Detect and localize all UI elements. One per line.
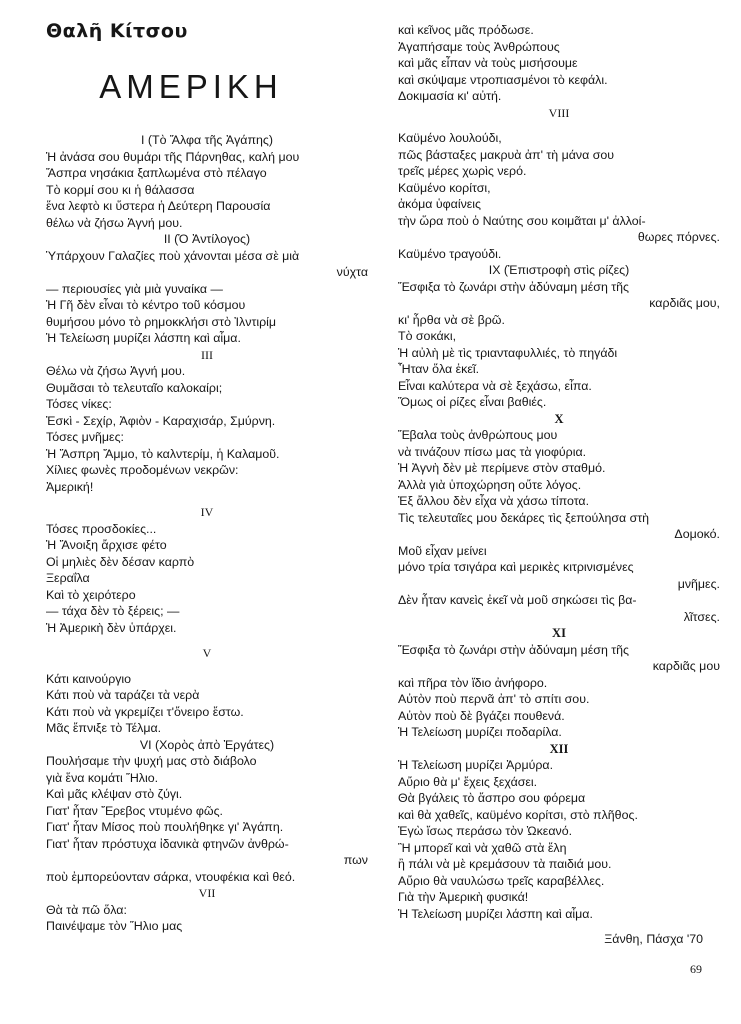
verse-line: Μᾶς ἔπνιξε τὸ Τέλμα. [46, 721, 162, 735]
verse-line-continuation: λῖτσες. [683, 609, 720, 624]
verse-line: Γιατ' ἦταν Μίσος ποὺ πουλήθηκε γι' Ἀγάπη. [46, 820, 284, 834]
stanza-gap [46, 662, 368, 671]
verse-line: Δὲν ἦταν κανεὶς ἐκεῖ νὰ μοῦ σηκώσει τὶς βα- [398, 593, 637, 607]
verse-line: Ἡ αὐλὴ μὲ τὶς τριανταφυλλιές, τὸ πηγάδι [398, 345, 618, 360]
verse-line: ἕνα λεφτὸ κι ὕστερα ἡ Δεύτερη Παρουσία [46, 199, 271, 213]
verse-line: Ὑπάρχουν Γαλαζίες ποὺ χάνονται μέσα σὲ μιὰ [46, 248, 300, 263]
verse-line: Αὐτὸν ποὺ δὲ βγάζει πουθενά. [398, 708, 565, 723]
poem-title: ΑΜΕΡΙΚΗ [99, 68, 283, 105]
verse-line: Ἀγαπήσαμε τοὺς Ἀνθρώπους [398, 39, 560, 54]
verse-line: Τὸ σοκάκι, [398, 329, 457, 343]
section-heading: ΙΧ (Ἐπιστροφὴ στὶς ρίζες) [488, 263, 630, 277]
verse-line: γιὰ ἕνα κομάτι Ἥλιο. [46, 770, 159, 785]
verse-line: καὶ θὰ χαθεῖς, καϋμένο κορίτσι, στὸ πλῆθος. [398, 807, 638, 822]
verse-line: Ἡ Τελείωση μυρίζει λάσπη καὶ αἷμα. [46, 331, 241, 345]
verse-line: Θέλω νὰ ζήσω Ἀγνή μου. [46, 364, 186, 378]
verse-line: — περιουσίες γιὰ μιὰ γυναίκα — [46, 281, 223, 296]
verse-line: Δοκιμασία κι' αὐτή. [398, 89, 502, 103]
verse-line-continuation: Δομοκό. [674, 527, 720, 541]
verse-line: τρεῖς μέρες χωρὶς νερό. [398, 164, 527, 178]
verse-line: Πουλήσαμε τὴν ψυχή μας στὸ διάβολο [46, 754, 257, 768]
verse-line: Ἐσκὶ - Σεχίρ, Ἀφιὸν - Καραχισάρ, Σμύρνη. [46, 413, 276, 428]
section-heading: VI (Χορὸς ἀπὸ Ἐργάτες) [139, 737, 275, 752]
verse-line: Τόσες νίκες: [46, 397, 112, 411]
verse-line: Καϋμένο κορίτσι, [398, 180, 491, 195]
verse-line: καὶ σκύψαμε ντροπιασμένοι τὸ κεφάλι. [398, 72, 608, 87]
verse-line: Καὶ τὸ χειρότερο [46, 587, 136, 602]
verse-line: τὴν ὥρα ποὺ ὁ Ναύτης σου κοιμᾶται μ' ἀλλοί- [398, 213, 646, 228]
verse-line: θέλω νὰ ζήσω Ἀγνή μου. [46, 215, 183, 230]
page-number: 69 [690, 962, 702, 976]
verse-line: Ἡ Τελείωση μυρίζει Ἀρμύρα. [398, 758, 554, 772]
verse-line: Κάτι καινούργιο [46, 671, 132, 686]
verse-line: Ἀμερική! [46, 479, 94, 494]
verse-line: Κάτι ποὺ νὰ ταράζει τὰ νερὰ [46, 688, 200, 702]
verse-line: Τὶς τελευταῖες μου δεκάρες τὶς ξεπούλησα στὴ [398, 510, 650, 525]
verse-line: Γιὰ τὴν Ἀμερικὴ φυσικά! [398, 890, 529, 904]
verse-line: Ἡ Τελείωση μυρίζει ποδαρίλα. [398, 725, 562, 739]
signature: Ξάνθη, Πάσχα '70 [604, 932, 703, 946]
verse-line: Αὔριο θὰ μ' ἔχεις ξεχάσει. [398, 774, 538, 789]
left-column [46, 132, 368, 935]
verse-line: Ὅμως οἱ ρίζες εἶναι βαθιές. [398, 395, 547, 409]
section-numeral: ΧΙ [552, 626, 566, 640]
verse-line: Καϋμένο λουλούδι, [398, 131, 502, 145]
section-numeral: ΧΙΙ [549, 741, 569, 756]
verse-line: Κάτι ποὺ νὰ γκρεμίζει τ'ὄνειρο ἔστω. [46, 704, 244, 719]
section-numeral: VIII [548, 105, 570, 120]
section-numeral: ΙΙΙ [201, 347, 213, 362]
verse-line: Θυμᾶσαι τὸ τελευταῖο καλοκαίρι; [46, 380, 223, 395]
verse-line: Ἦταν ὅλα ἐκεῖ. [398, 362, 480, 376]
verse-line: καὶ μᾶς εἶπαν νὰ τοὺς μισήσουμε [398, 56, 578, 70]
verse-line-continuation: πων [343, 853, 368, 867]
section-numeral: Χ [554, 411, 564, 426]
verse-line: Τὸ κορμί σου κι ἡ θάλασσα [46, 182, 195, 197]
verse-line: — τάχα δὲν τὸ ξέρεις; — [46, 604, 180, 618]
verse-line-continuation: νύχτα [336, 265, 368, 279]
author-name: Θαλῆ Κίτσου [46, 20, 188, 42]
verse-line: ποὺ ἐμπορεύονταν σάρκα, ντουφέκια καὶ θεό. [46, 869, 296, 884]
verse-line: Ἡ Ἀγνὴ δὲν μὲ περίμενε στὸν σταθμό. [398, 461, 606, 475]
right-column [398, 22, 720, 922]
verse-line: κι' ἦρθα νὰ σὲ βρῶ. [398, 312, 505, 327]
verse-line-continuation: θωρες πόρνες. [637, 230, 720, 244]
verse-line: Θὰ τὰ πῶ ὅλα: [46, 902, 127, 917]
verse-line: Ἀλλὰ γιὰ ὑποχώρηση οὔτε λόγος. [398, 477, 582, 492]
verse-line: Τόσες προσδοκίες... [46, 521, 157, 536]
verse-line: Χίλιες φωνὲς προδομένων νεκρῶν: [46, 463, 239, 477]
verse-line: Ἐγὼ ἴσως περάσω τὸν Ὠκεανό. [398, 824, 573, 838]
verse-line: πῶς βάσταξες μακρυὰ ἀπ' τὴ μάνα σου [398, 147, 615, 162]
verse-line: Ἡ Ἄνοιξη ἄρχισε φέτο [46, 538, 167, 552]
verse-line: μόνο τρία τσιγάρα καὶ μερικὲς κιτρινισμένες [398, 560, 634, 574]
verse-line: Ἄσπρα νησάκια ξαπλωμένα στὸ πέλαγο [46, 166, 267, 180]
verse-line-continuation: καρδιᾶς μου, [649, 296, 720, 310]
section-numeral: IV [200, 505, 214, 519]
verse-line: Ἔβαλα τοὺς ἀνθρώπους μου [398, 428, 558, 442]
verse-line: Ἡ Ἄσπρη Ἄμμο, τὸ καλντερίμ, ἡ Καλαμοῦ. [46, 446, 280, 461]
verse-line: Ἡ Γῆ δὲν εἶναι τὸ κέντρο τοῦ κόσμου [46, 298, 246, 312]
verse-line: καὶ κεῖνος μᾶς πρόδωσε. [398, 23, 534, 37]
verse-line: Ἔσφιξα τὸ ζωνάρι στὴν ἀδύναμη μέση τῆς [398, 642, 630, 657]
verse-line: Αὔριο θὰ ναυλώσω τρεῖς καραβέλλες. [398, 873, 605, 888]
stanza-gap [398, 121, 720, 130]
verse-line: Ἔσφιξα τὸ ζωνάρι στὴν ἀδύναμη μέση τῆς [398, 279, 630, 294]
verse-line: Ἡ ἀνάσα σου θυμάρι τῆς Πάρνηθας, καλή μου [46, 149, 300, 164]
verse-line: Μοῦ εἶχαν μείνει [398, 543, 487, 558]
verse-line: Ἡ Ἀμερικὴ δὲν ὑπάρχει. [46, 620, 177, 635]
verse-line-continuation: καρδιᾶς μου [652, 659, 720, 673]
stanza-gap [46, 495, 368, 504]
verse-line: ἢ πάλι νὰ μὲ κρεμάσουν τὰ παιδιά μου. [398, 857, 612, 871]
section-heading: ΙΙ (Ὁ Ἀντίλογος) [163, 232, 251, 246]
verse-line: θυμήσου μόνο τὸ ρημοκκλήσι στὸ Ἰλντιρίμ [46, 314, 277, 329]
verse-line: Οἱ μηλιὲς δὲν δέσαν καρπὸ [46, 554, 195, 569]
verse-line: Εἶναι καλύτερα νὰ σὲ ξεχάσω, εἶπα. [398, 378, 592, 393]
verse-line: ἀκόμα ὑφαίνεις [398, 197, 482, 211]
verse-line: Καϋμένο τραγούδι. [398, 246, 502, 261]
verse-line: Ἢ μπορεῖ καὶ νὰ χαθῶ στὰ ἕλη [398, 840, 567, 855]
section-numeral: VII [198, 886, 216, 900]
verse-line: καὶ πῆρα τὸν ἴδιο ἀνήφορο. [398, 675, 548, 690]
verse-line: Τόσες μνῆμες: [46, 430, 124, 444]
verse-line: νὰ τινάζουν πίσω μας τὰ γιοφύρια. [398, 444, 587, 459]
verse-line: Γιατ' ἦταν πρόστυχα ἰδανικὰ φτηνῶν ἀνθρώ- [46, 836, 289, 851]
verse-line: Γιατ' ἦταν Ἔρεβος ντυμένο φῶς. [46, 803, 224, 818]
verse-line: Ξεραΐλα [46, 571, 90, 585]
verse-line: Θὰ βγάλεις τὸ ἄσπρο σου φόρεμα [398, 791, 586, 805]
section-numeral: V [202, 646, 212, 660]
stanza-gap [46, 636, 368, 645]
verse-line: Αὐτὸν ποὺ περνᾶ ἀπ' τὸ σπίτι σου. [398, 692, 590, 706]
verse-line: Ἡ Τελείωση μυρίζει λάσπη καὶ αἷμα. [398, 906, 593, 921]
verse-line: Καὶ μᾶς κλέψαν στὸ ζύγι. [46, 787, 183, 801]
verse-line: Ἐξ ἄλλου δὲν εἶχα νὰ χάσω τίποτα. [398, 494, 590, 508]
verse-line-continuation: μνῆμες. [677, 576, 720, 591]
section-heading: Ι (Τὸ Ἄλφα τῆς Ἀγάπης) [141, 133, 273, 147]
verse-line: Παινέψαμε τὸν Ἥλιο μας [46, 919, 183, 933]
